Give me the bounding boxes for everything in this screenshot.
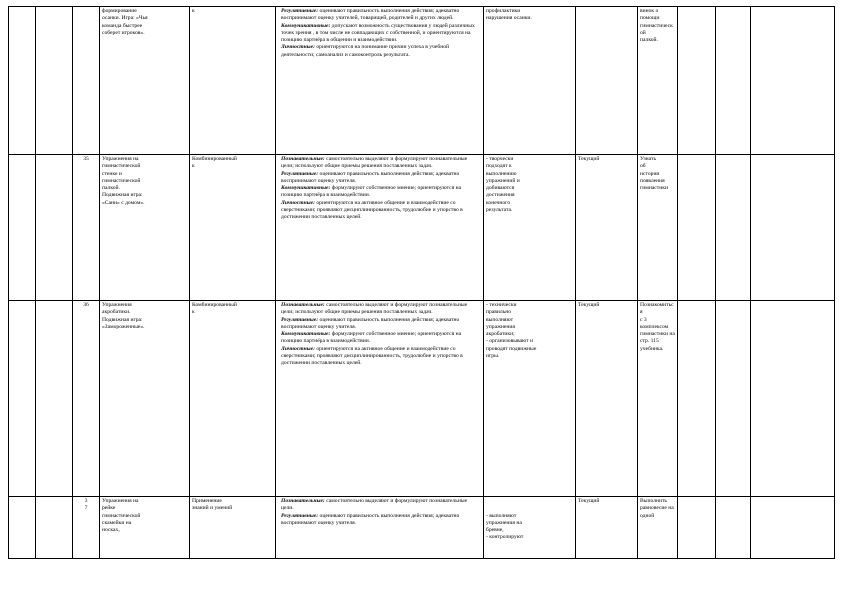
cell-line: правильно — [486, 309, 512, 316]
cell-line: равновесие на — [640, 505, 674, 512]
uud-paragraph — [278, 44, 481, 59]
cell-line: стенке и — [102, 170, 122, 177]
cell-line: Узнать — [640, 156, 657, 162]
uud-role: Личностные: — [281, 199, 315, 206]
cell-line: гимнастической — [640, 22, 673, 36]
lesson-number: 35 — [73, 155, 100, 301]
uud-text: оценивают правильность выполнения действия; адекватно воспринимают оценку учителей, товарищей, родителей и других людей. — [281, 8, 460, 22]
lesson-topic — [100, 155, 190, 301]
cell-line: комплексом — [640, 323, 669, 330]
uud-paragraph — [278, 23, 481, 45]
uud-paragraph — [278, 513, 481, 528]
cell-line: - выполняют — [486, 512, 517, 519]
cell-line: акробатики; — [486, 331, 515, 338]
uud-paragraph — [278, 8, 481, 23]
cell-line: проводят подвижные — [486, 345, 537, 352]
control-type: Текущий — [576, 497, 638, 559]
cell-line: конечного — [486, 199, 511, 206]
cell-line: «Замороженные». — [102, 323, 145, 330]
lesson-topic — [100, 497, 190, 559]
table-row — [9, 497, 835, 559]
cell-line: появления — [640, 177, 665, 184]
cell-line: упражнений и — [486, 177, 520, 184]
blank-cell — [716, 7, 751, 155]
cell-line: истории — [640, 170, 660, 177]
lesson-type — [190, 155, 276, 301]
cell-line: палкой. — [640, 37, 658, 44]
cell-line: соберет игроков». — [102, 29, 145, 36]
student-activity — [484, 301, 576, 497]
uud-text: оценивают правильность выполнения действия; адекватно воспринимают оценку учителя. — [281, 316, 460, 330]
cell-line: об — [640, 163, 646, 170]
homework — [638, 497, 678, 559]
cell-line: подходят к — [486, 163, 512, 170]
lesson-topic — [100, 7, 190, 155]
lesson-number: 3 7 — [73, 497, 100, 559]
homework — [638, 301, 678, 497]
uud-role: Регулятивные: — [281, 316, 319, 323]
cell-line: гимнастической — [102, 512, 141, 519]
uud-role: Регулятивные: — [281, 170, 319, 177]
student-activity — [484, 155, 576, 301]
uud-paragraph — [278, 331, 481, 346]
cell-line: одной — [640, 512, 655, 519]
cell-line: гимнастической — [102, 163, 141, 170]
cell-line: Комбинированный — [192, 156, 237, 162]
uud-description — [276, 7, 484, 155]
cell-line: носках, — [102, 527, 120, 534]
cell-line: к — [192, 8, 195, 14]
uud-role: Познавательные: — [281, 156, 325, 162]
uud-text: самостоятельно выделяют и формулируют познавательные цели; используют общие приемы решения поставленных задач. — [281, 156, 468, 170]
blank-cell — [678, 155, 716, 301]
cell-line: Комбинированный — [192, 302, 237, 308]
cell-line: палкой. — [102, 185, 120, 192]
cell-line: Познакомиться — [640, 302, 674, 316]
cell-line: Выполнить — [640, 498, 667, 504]
uud-text: ориентируются на активное общение и взаимодействие со сверстниками; проявляют дисциплинированность, трудолюбие и упорство в достижении поставленных целей. — [281, 345, 463, 367]
uud-paragraph — [278, 156, 481, 171]
table-row — [9, 155, 835, 301]
blank-cell — [36, 155, 73, 301]
cell-line: стр. 115 — [640, 338, 659, 345]
uud-role: Регулятивные: — [281, 512, 319, 519]
homework — [638, 155, 678, 301]
uud-role: Познавательные: — [281, 302, 325, 308]
blank-cell — [678, 7, 716, 155]
uud-role: Регулятивные: — [281, 8, 319, 14]
lesson-number — [73, 7, 100, 155]
uud-text: допускают возможность существования у людей различных точек зрения , в том числе не совпадающих с собственной, и ориентируются на позицию партнёра в общении и взаимодействии. — [281, 22, 475, 44]
lesson-type — [190, 7, 276, 155]
cell-line: гимнастики — [640, 185, 668, 192]
cell-line: «Сани» с домом». — [102, 199, 145, 206]
cell-line — [486, 498, 573, 505]
cell-line: скамейки на — [102, 519, 132, 526]
lesson-plan-table — [8, 6, 835, 559]
blank-cell — [751, 497, 835, 559]
lesson-number: 36 — [73, 301, 100, 497]
blank-cell — [36, 497, 73, 559]
cell-line: акробатики. — [102, 309, 131, 316]
cell-line: к — [192, 309, 195, 316]
cell-line: Упражнения на — [102, 156, 139, 162]
blank-cell — [751, 155, 835, 301]
uud-paragraph — [278, 185, 481, 200]
uud-role: Коммуникативные: — [281, 185, 331, 192]
cell-line: Применение — [192, 498, 222, 504]
table-row — [9, 301, 835, 497]
cell-line: к — [192, 163, 195, 170]
table-row — [9, 7, 835, 155]
uud-paragraph — [278, 317, 481, 332]
uud-description — [276, 301, 484, 497]
cell-line: упражнения — [486, 323, 515, 330]
uud-text: формулируют собственное мнение; ориентируются на позицию партнёра в взаимодействии. — [281, 331, 462, 345]
blank-cell — [9, 7, 36, 155]
cell-line: профилактики — [486, 8, 521, 14]
blank-cell — [9, 301, 36, 497]
uud-text: самостоятельно выделяют и формулируют познавательные цели. — [281, 498, 468, 512]
control-type — [576, 7, 638, 155]
uud-paragraph — [278, 200, 481, 222]
blank-cell — [751, 301, 835, 497]
cell-line: достижения — [486, 192, 515, 199]
cell-line: - творчески — [486, 156, 514, 162]
cell-line: учебника. — [640, 345, 664, 352]
uud-role: Личностные: — [281, 44, 315, 51]
blank-cell — [9, 155, 36, 301]
cell-line: Упражнения — [102, 302, 132, 308]
cell-line: гимнастической — [102, 177, 141, 184]
uud-role: Коммуникативные: — [281, 22, 331, 29]
cell-line: упражнения на — [486, 519, 522, 526]
cell-line: игры. — [486, 353, 500, 360]
cell-line: - технически — [486, 302, 517, 308]
cell-line: - организовывают и — [486, 338, 533, 345]
blank-cell — [716, 497, 751, 559]
uud-description — [276, 155, 484, 301]
uud-role: Познавательные: — [281, 498, 325, 504]
blank-cell — [716, 155, 751, 301]
uud-text: самостоятельно выделяют и формулируют познавательные цели; используют общие приемы решения поставленных задач. — [281, 302, 468, 316]
control-type: Текущий — [576, 155, 638, 301]
cell-line: Подвижная игра: — [102, 316, 143, 323]
cell-line: - контролируют — [486, 534, 524, 541]
uud-role: Личностные: — [281, 345, 315, 352]
uud-paragraph — [278, 498, 481, 513]
cell-line: бревне, — [486, 527, 504, 534]
blank-cell — [678, 497, 716, 559]
student-activity — [484, 7, 576, 155]
cell-line: Подвижная игра: — [102, 192, 143, 199]
blank-cell — [678, 301, 716, 497]
uud-text: ориентируются на понимание причин успеха в учебной деятельности; самоанализ и самоконтроль результата. — [281, 44, 449, 58]
blank-cell — [716, 301, 751, 497]
cell-line: команда быстрее — [102, 22, 143, 29]
cell-line: формирование — [102, 8, 137, 14]
student-activity — [484, 497, 576, 559]
cell-line: выполнению — [486, 170, 517, 177]
cell-line: нарушения осанки. — [486, 15, 532, 22]
cell-line: рейке — [102, 505, 116, 512]
lesson-topic — [100, 301, 190, 497]
cell-line: гимнастики на — [640, 331, 675, 338]
uud-role: Коммуникативные: — [281, 331, 331, 338]
cell-line: знаний и умений — [192, 505, 233, 512]
cell-line: Упражнения на — [102, 498, 139, 504]
cell-line: с 3 — [640, 316, 647, 323]
uud-text: формулируют собственное мнение; ориентируются на позицию партнёра в взаимодействии. — [281, 185, 462, 199]
cell-line: результата. — [486, 207, 513, 214]
cell-line: выполняют — [486, 316, 514, 323]
cell-line: осанки. Игра: «Чья — [102, 15, 148, 22]
lesson-type — [190, 301, 276, 497]
uud-paragraph — [278, 302, 481, 317]
blank-cell — [9, 497, 36, 559]
cell-line — [486, 505, 573, 512]
control-type: Текущий — [576, 301, 638, 497]
uud-paragraph — [278, 346, 481, 368]
uud-text: оценивают правильность выполнения действия; адекватно воспринимают оценку учителя. — [281, 512, 460, 526]
uud-text: оценивают правильность выполнения действия; адекватно воспринимают оценку учителя. — [281, 170, 460, 184]
blank-cell — [751, 7, 835, 155]
cell-line: помощи — [640, 15, 660, 22]
blank-cell — [36, 301, 73, 497]
uud-description — [276, 497, 484, 559]
homework — [638, 7, 678, 155]
lesson-type — [190, 497, 276, 559]
uud-text: ориентируются на активное общение и взаимодействие со сверстниками; проявляют дисциплинированность, трудолюбие и упорство в достижении поставленных целей. — [281, 199, 463, 221]
cell-line: винок о — [640, 8, 659, 14]
uud-paragraph — [278, 171, 481, 186]
blank-cell — [36, 7, 73, 155]
cell-line: добиваются — [486, 185, 515, 192]
